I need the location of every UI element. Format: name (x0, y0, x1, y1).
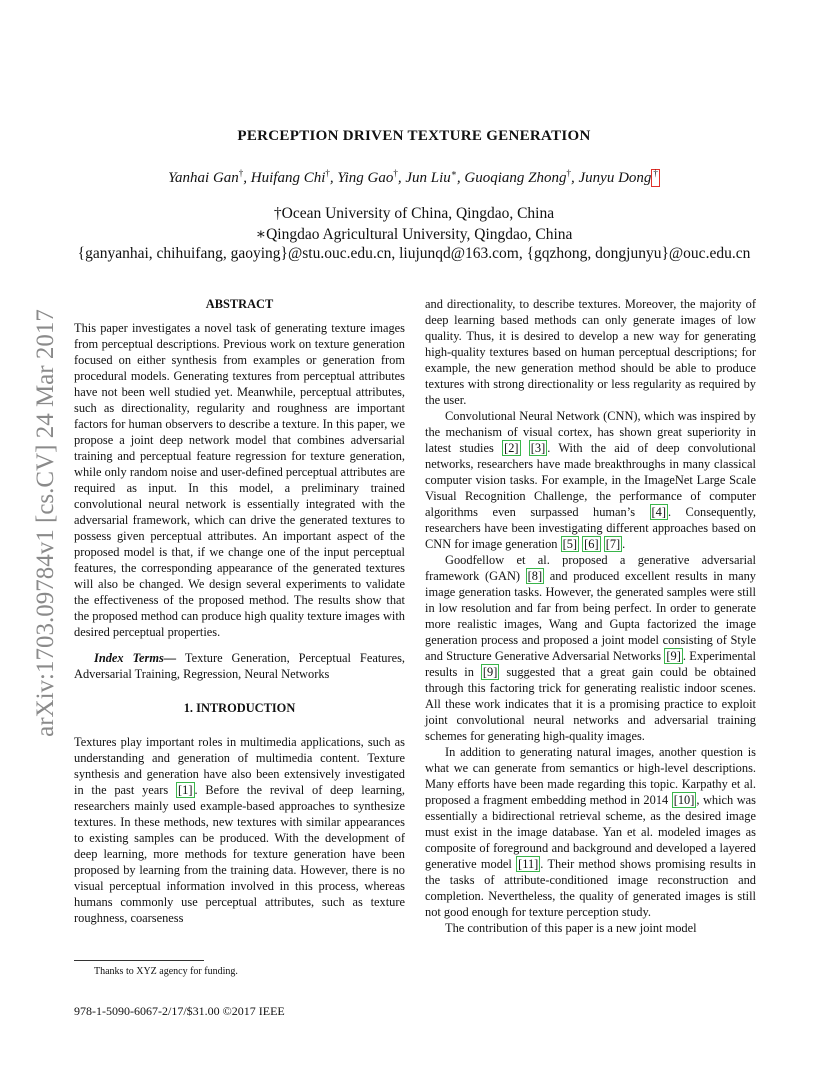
arxiv-identifier: arXiv:1703.09784v1 [cs.CV] 24 Mar 2017 (32, 309, 59, 737)
affiliation-mark: † (653, 168, 658, 178)
paper-title: PERCEPTION DRIVEN TEXTURE GENERATION (237, 128, 591, 144)
citation-link[interactable]: [9] (482, 665, 498, 679)
citation-link[interactable]: [10] (673, 793, 695, 807)
affiliation-qingdao-agri: ∗Qingdao Agricultural University, Qingdao, China (255, 226, 573, 243)
right-paragraph-2: Convolutional Neural Network (CNN), which was inspired by the mechanism of visual cortex, has shown great superiority in latest studies [2] [3] . With the aid of deep convolutional networks, researchers have made breakthroughs in many classical computer vision tasks. For example, in the ImageNet Large Scale Visual Recognition Challenge, the performance of computer algorithms even surpassed human’s [4] . Consequently, researchers have been investigating different approaches based on CNN for image generation [5] [6] [7] . (425, 409, 756, 551)
intro-paragraph-1: Textures play important roles in multimedia applications, such as understanding and generation of multimedia content. Texture synthesis and generation have also been extensively investigated in the past years [1] . Before the revival of deep learning, researchers mainly used example-based approaches to synthesize textures. In these methods, new textures with similar appearances to existing samples can be produced. With the development of deep learning, more methods for texture generation have been proposed by learning from the training data. However, there is no visual perceptual information involved in this process, whereas humans commonly use perceptual attributes, such as texture roughness, coarseness (74, 735, 405, 925)
author-name: Ying Gao† (337, 168, 398, 186)
affiliation-mark: † (393, 168, 398, 178)
citation-link[interactable]: [2] (504, 441, 519, 455)
author-name: Huifang Chi† (250, 168, 330, 186)
citation-link[interactable]: [8] (527, 569, 543, 583)
intro-heading: 1. INTRODUCTION (183, 701, 296, 715)
author-name: Guoqiang Zhong† (464, 168, 572, 186)
index-terms (74, 650, 405, 682)
citation-link[interactable]: [11] (518, 857, 539, 871)
author-name: Jun Liu∗ (405, 168, 457, 186)
right-paragraph-1: and directionality, to describe textures. Moreover, the majority of deep learning based methods can only generate images of low quality. Thus, it is desired to develop a new way for generating high-quality textures based on human perceptual descriptions; for example, the new generation method should be able to produce textures with strong directionality or less regularity as required by the user. (425, 297, 756, 407)
citation-link[interactable]: [3] (530, 441, 546, 455)
abstract-text: This paper investigates a novel task of generating texture images from perceptual descriptions. Previous work on texture generation focused on either synthesis from examples or generation from procedural models. Generating textures from perceptual attributes have not been well studied yet. Meanwhile, perceptual attributes, such as directionality, regularity and roughness are important factors for human observers to describe a texture. In this paper, we propose a joint deep network model that combines adversarial training and perceptual feature regression for texture generation, while only random noise and user-defined perceptual attributes are required as input. In this model, a preliminary trained convolutional neural network is essentially integrated with the adversarial framework, which can drive the generated textures to possess given perceptual attributes. An important aspect of the proposed model is that, if we change one of the input perceptual features, the corresponding appearance of the generated textures will also be changed. We design several experiments to validate the effectiveness of the proposed method. The results show that the proposed method can produce high quality texture images with desired perceptual properties. (74, 321, 405, 639)
affiliation-mark: † (325, 168, 330, 178)
abstract-heading: ABSTRACT (205, 297, 274, 311)
citation-link[interactable]: [6] (584, 537, 599, 551)
right-paragraph-5: The contribution of this paper is a new joint model (445, 921, 697, 935)
author-list: Yanhai Gan†, Huifang Chi†, Ying Gao†, Jun Liu∗, Guoqiang Zhong†, Junyu Dong † (168, 168, 658, 186)
index-terms-label: Index Terms— (94, 651, 177, 665)
affiliation-mark: ∗ (450, 168, 457, 178)
arxiv-sidebar (22, 283, 62, 763)
author-name: Yanhai Gan† (168, 168, 244, 186)
right-paragraph-3: Goodfellow et al. proposed a generative adversarial framework (GAN) [8] and produced excellent results in many image generation tasks. However, the generated samples were still in low resolution and far from being perfect. In order to generate more realistic images, Wang and Gupta factorized the image generation process and proposed a joint model consisting of Style and Structure Generative Adversarial Networks [9] . Experimental results in [9] suggested that a great gain could be obtained through this factoring trick for generating realistic indoor scenes. All these work indicates that it is a promising practice to exploit joint convolutional neural networks and adversarial training schemes for generating high-quality images. (425, 553, 756, 743)
affiliation-ocean: †Ocean University of China, Qingdao, China (273, 205, 555, 222)
citation-link[interactable]: [7] (605, 537, 621, 551)
right-column (425, 296, 756, 936)
author-emails: {ganyanhai, chihuifang, gaoying}@stu.ouc.edu.cn, liujunqd@163.com, {gqzhong, dongjunyu}@ouc.edu.cn (77, 245, 751, 262)
affiliation-mark: † (238, 168, 244, 178)
copyright-line: 978-1-5090-6067-2/17/$31.00 ©2017 IEEE (74, 1004, 285, 1018)
citation-link[interactable]: [9] (666, 649, 681, 663)
footnote-link[interactable] (651, 169, 660, 187)
funding-footnote: Thanks to XYZ agency for funding. (94, 966, 238, 977)
affiliation-mark: † (566, 168, 572, 178)
index-terms-text: Texture Generation, Perceptual Features, Adversarial Training, Regression, Neural Networks (74, 651, 405, 681)
author-name: Junyu Dong (578, 170, 652, 186)
footnote-rule (74, 960, 204, 961)
left-column (74, 296, 405, 926)
citation-link[interactable]: [1] (178, 783, 193, 797)
right-paragraph-4: In addition to generating natural images, another question is what we can generate from semantics or high-level descriptions. Many efforts have been made regarding this topic. Karpathy et al. proposed a fragment embedding method in 2014 [10] , which was essentially a bidirectional retrieval scheme, as the desired image must exist in the image database. Yan et al. modeled images as composite of foreground and background and developed a layered generative model [11] . Their method shows promising results in the tasks of attribute-conditioned image reconstruction and completion. Nevertheless, the quality of generated images is still not good enough for texture perception study. (425, 745, 756, 919)
citation-link[interactable]: [5] (562, 537, 578, 551)
citation-link[interactable]: [4] (651, 505, 666, 519)
